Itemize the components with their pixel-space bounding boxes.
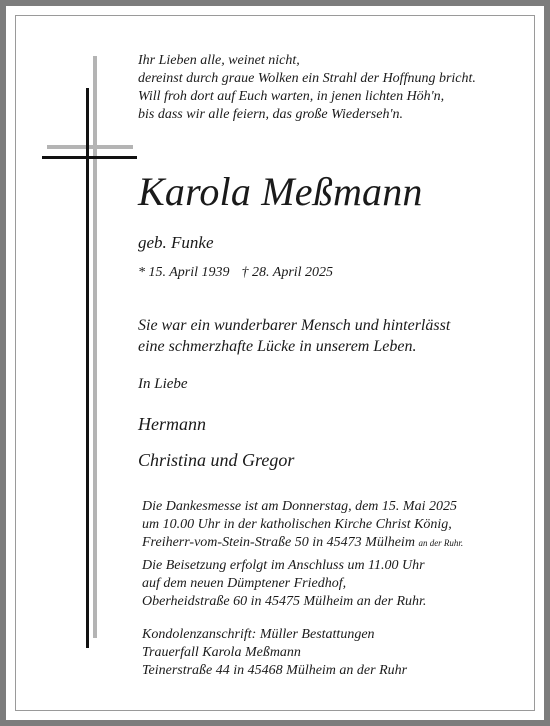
mourner-name: Hermann bbox=[138, 414, 206, 434]
birth-date: * 15. April 1939 bbox=[138, 265, 230, 280]
mourner-name: Christina und Gregor bbox=[138, 450, 295, 470]
cross-gray-vertical-bar bbox=[93, 56, 97, 638]
mass-line: um 10.00 Uhr in der katholischen Kirche Christ König, bbox=[142, 517, 452, 532]
mass-line: Die Dankesmesse ist am Donnerstag, dem 15. Mai 2025 bbox=[142, 499, 457, 514]
poem-line: dereinst durch graue Wolken ein Strahl der Hoffnung bricht. bbox=[138, 71, 476, 86]
tribute-text bbox=[138, 315, 450, 357]
deceased-name: Karola Meßmann bbox=[138, 169, 423, 214]
condolence-line: Trauerfall Karola Meßmann bbox=[142, 645, 301, 660]
cross-gray-horizontal-bar bbox=[47, 145, 133, 149]
mass-address: Freiherr-vom-Stein-Straße 50 in 45473 Mülheim bbox=[142, 535, 415, 550]
life-dates bbox=[138, 264, 333, 282]
death-date: † 28. April 2025 bbox=[241, 265, 334, 280]
condolence-address bbox=[142, 626, 407, 680]
poem-line: bis dass wir alle feiern, das große Wiederseh'n. bbox=[138, 107, 403, 122]
poem-line: Will froh dort auf Euch warten, in jenen lichten Höh'n, bbox=[138, 89, 445, 104]
tribute-line: Sie war ein wunderbarer Mensch und hinterlässt bbox=[138, 317, 451, 334]
mass-address-suffix: an der Ruhr. bbox=[418, 538, 464, 548]
condolence-line: Kondolenzanschrift: Müller Bestattungen bbox=[142, 627, 375, 642]
cross-black-vertical-bar bbox=[86, 88, 89, 648]
cross-black-horizontal-bar bbox=[42, 156, 137, 159]
tribute-line: eine schmerzhafte Lücke in unserem Leben. bbox=[138, 338, 417, 355]
burial-line: Die Beisetzung erfolgt im Anschluss um 11.00 Uhr bbox=[142, 558, 425, 573]
burial-line: auf dem neuen Dümptener Friedhof, bbox=[142, 576, 347, 591]
mass-line bbox=[142, 534, 463, 552]
mass-info bbox=[142, 498, 463, 552]
burial-line: Oberheidstraße 60 in 45475 Mülheim an der Ruhr. bbox=[142, 594, 427, 609]
burial-info bbox=[142, 557, 426, 611]
poem bbox=[138, 52, 476, 124]
poem-line: Ihr Lieben alle, weinet nicht, bbox=[138, 53, 300, 68]
birth-name: geb. Funke bbox=[138, 233, 214, 252]
condolence-line: Teinerstraße 44 in 45468 Mülheim an der Ruhr bbox=[142, 663, 408, 678]
in-love-label: In Liebe bbox=[138, 376, 188, 392]
